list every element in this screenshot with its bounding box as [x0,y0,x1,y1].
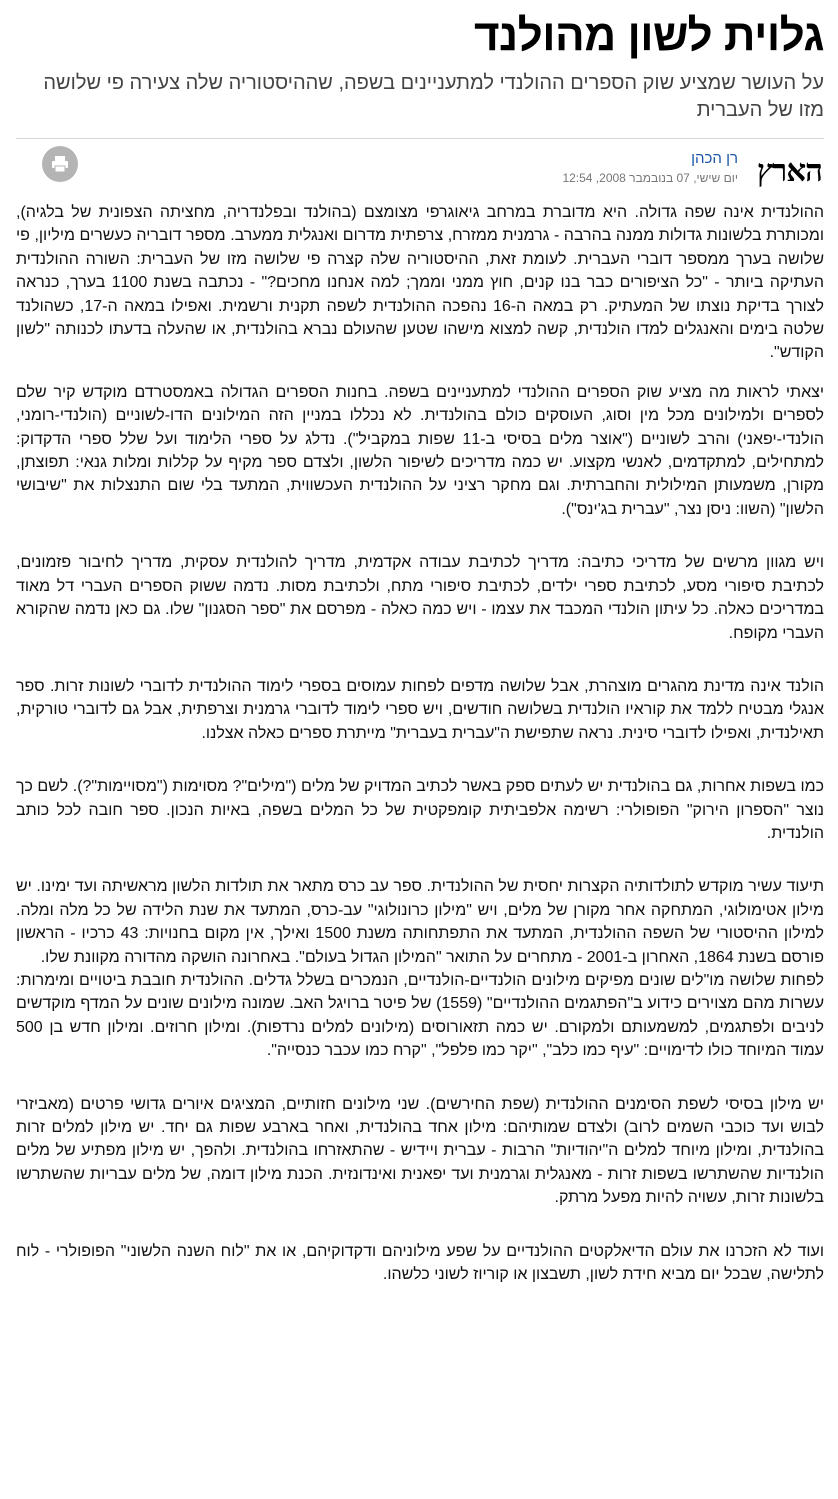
author-link[interactable]: רן הכהן [691,150,738,167]
article-headline: גלוית לשון מהולנד [474,11,824,60]
article-paragraph-2: יצאתי לראות מה מציע שוק הספרים ההולנדי למתעניינים בשפה. בחנות הספרים הגדולה באמסטרדם מוקדש קיר שלם לספרים ולמילונים מכל מין וסוג, העוסקים כולם בהולנדית. לא נכללו במניין הזה המילונים הדו-לשוניים (הולנדי-רומני, הולנדי-יפאני) והרב לשוניים ("אוצר מלים בסיסי ב-11 שפות במקביל"). נדלג על ספרי הלימוד ועל שלל ספרי הדקדוק: למתחילים, למתקדמים, לאנשי מקצוע. יש כמה מדריכים לשיפור הלשון, ולצדם ספר מקיף על קללות ומלות גנאי: תפוצתן, מקורן, משמעותן המילולית והחברתית. וגם מחקר רציני על ההולנדית העכשווית, המתעד בלי שום התנצלות את "שיבושי הלשון" (השוו: ניסן נצר, "עברית בג'ינס"). [16,383,824,518]
article-subheadline: על העושר שמציע שוק הספרים ההולנדי למתעניינים בשפה, שההיסטוריה שלה צעירה פי שלושה מזו של העברית [43,72,824,121]
article-paragraph-6: תיעוד עשיר מוקדש לתולדותיה הקצרות יחסית של ההולנדית. ספר עב כרס מתאר את תולדות הלשון מראשיתה ועד ימינו. יש מילון אטימולוגי, המתחקה אחר מקורן של מלים, ויש "מילון כרונולוגי" עב-כרס, המתעד את שנת הלידה של כל מלה ומלה. למילון ההיסטורי של השפה ההולנדית, המתעד את התפתחותה משנת 1500 ואילך, אין מקום בחנויות: 43 כרכיו - הראשון פורסם בשנת 1864, האחרון ב-2001 - מתחרים על התואר "המילון הגדול בעולם". באחרונה הושקה מהדורה מקוונת שלו. [16,878,825,966]
article-paragraph-5: כמו בשפות אחרות, גם בהולנדית יש לעתים ספק באשר לכתיב המדויק של מלים ("מילים"? מסוימות ("מסויימות"?). לשם כך נוצר "הספרון הירוק" הפופולרי: רשימה אלפביתית קומפקטית של כל המלים בשפה, באיות הנכון. ספר חובה לכל כותב הולנדית. [16,778,824,842]
article-paragraph-9: ועוד לא הזכרנו את עולם הדיאלקטים ההולנדיים על שפע מילוניהם ודקדוקיהם, או את "לוח השנה הלשוני" הפופולרי - לוח לתלישה, שבכל יום מביא חידת לשון, תשבצון או קוריוז לשוני כלשהו. [16,1242,824,1284]
article-paragraph-3: ויש מגוון מרשים של מדריכי כתיבה: מדריך לכתיבת עבודה אקדמית, מדריך להולנדית עסקית, מדריך לחיבור פזמונים, לכתיבת סיפורי מסע, לכתיבת ספרי ילדים, לכתיבת סיפורי מתח, ולכתיבת מסות. נדמה ששוק הספרים העברי דל מאוד במדריכים כאלה. כל עיתון הולנדי המכבד את עצמו - ויש כמה כאלה - מפרסם את "ספר הסגנון" שלו. גם כאן נדמה שהקורא העברי מקופח. [16,554,824,642]
header-divider [16,138,824,139]
article-paragraph-1: ההולנדית אינה שפה גדולה. היא מדוברת במרחב גיאוגרפי מצומצם (בהולנד ובפלנדריה, מחציתה הצפונית של בלגיה), ומכותרת בלשונות גדולות ממנה בהרבה - גרמנית ממזרח, צרפתית מדרום ואנגלית ממערב. מספר דובריה כעשרים מיליון, פי שלושה בערך ממספר דוברי העברית. לעומת זאת, ההיסטוריה שלה קצרה פי שלושה מזו של העברית: השורה ההולנדית העתיקה ביותר - "כל הציפורים כבר בנו קנים, חוץ ממני וממך; למה אנחנו מחכים?" - נכתבה בשנת 1100 בערך, כנראה לצורך בדיקת נוצתו של המעתיק. רק במאה ה-16 נהפכה ההולנדית לשפה תקנית ורשמית. ואפילו במאה ה-17, כשהולנד שלטה בימים והאנגלים למדו הולנדית, קשה למצוא מישהו שטען שהעולם נברא בהולנדית, או שהעלה בדעתו לכנותה "לשון הקודש". [16,204,825,362]
article-paragraph-4: הולנד אינה מדינת מהגרים מוצהרת, אבל שלושה מדפים לפחות עמוסים בספרי לימוד ההולנדית לדוברי לשונות זרות. ספר אנגלי מבטיח ללמד את קוראיו הולנדית בשלושה חודשים, ויש ספרי לימוד לדוברי גרמנית וצרפתית, אבל גם לדוברי טורקית, תאילנדית, ואפילו לדוברי סינית. נראה שתפישת ה"עברית בעברית" מייתרת ספרים כאלה אצלנו. [16,677,824,742]
print-button[interactable] [42,146,78,182]
haaretz-logo: הארץ [756,153,822,189]
article-body [16,201,824,1286]
printer-icon [50,154,70,174]
article-dateline: יום שישי, 07 בנובמבר 2008, 12:54 [562,171,738,185]
article-paragraph-7: לפחות שלושה מו"לים שונים מפיקים מילונים הולנדיים-הולנדיים, הנמכרים בשלל גדלים. ההולנדית חובבת ביטויים ומימרות: עשרות מהם מצוירים כידוע ב"הפתגמים ההולנדיים" (1559) של פיטר ברויגל האב. שמונה מילונים שונים על המדף מוקדשים לניבים ולפתגמים, למשמעותם ולמקורם. יש כמה תזאורוסים (מילונים למלים נרדפות). ומילון חרוזים. ומילון חדש בן 500 עמוד המיוחד כולו לדימויים: "עיף כמו כלב", "יקר כמו פלפל", "קרח כמו עכבר כנסייה". [16,971,825,1060]
byline [16,149,824,201]
article-paragraph-8: יש מילון בסיסי לשפת הסימנים ההולנדית (שפת החירשים). שני מילונים חזותיים, המציגים איורים גדושי פרטים (מאביזרי לבוש ועד כוכבי השמים לרוב) ולצדם שמותיהם: מילון אחד בהולנדית, ואחר בארבע שפות גם יחד. יש מילון למלים זרות בהולנדית, ומילון מיוחד למלים ה"יהודיות" הרבות - עברית ויידיש - שהתאזרחו בהולנדית. ולהפך, יש מילון מפתיע של מלים הולנדיות שהשתרשו בשפות זרות - מאנגלית וגרמנית ועד יפאנית ואינדונזית. הכנת מילון דומה, של מלים עבריות שהשתרשו בלשונות זרות, עשויה להיות מפעל מרתק. [16,1095,824,1207]
byline-text [562,149,738,186]
